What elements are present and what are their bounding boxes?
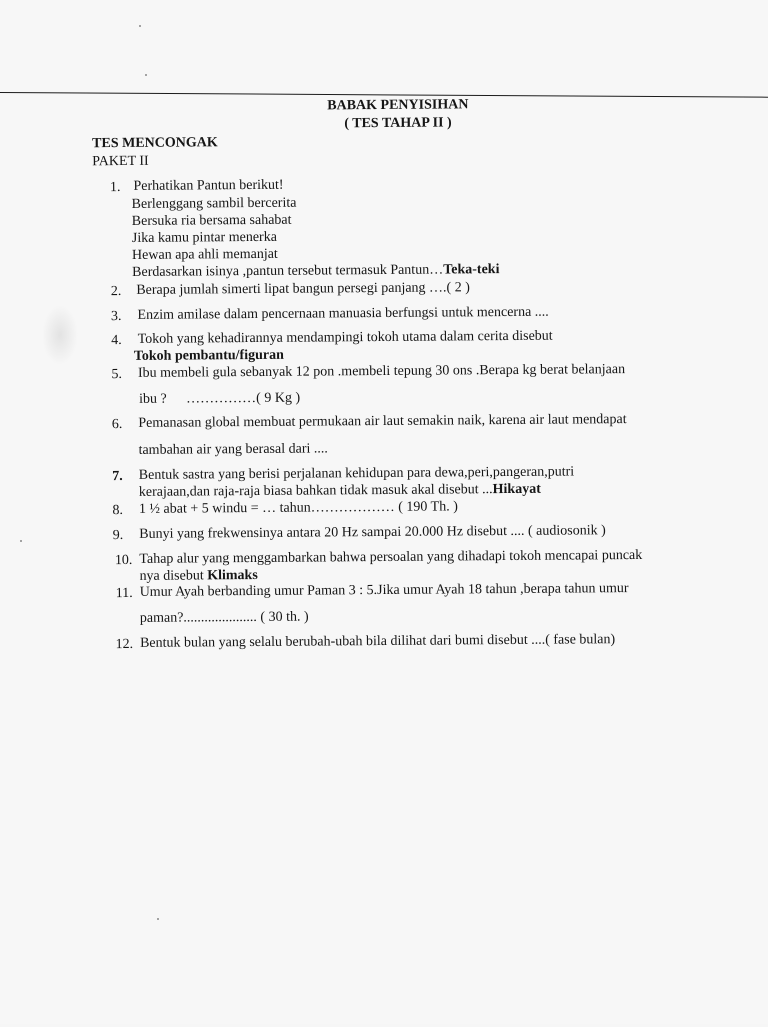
question-10-text: Tahap alur yang menggambarkan bahwa persoalan yang dihadapi tokoh mencapai puncak xyxy=(139,547,643,567)
question-number: 9. xyxy=(112,528,124,544)
question-1-answer: Teka-teki xyxy=(443,262,500,278)
pantun-line-3: Jika kamu pintar menerka xyxy=(131,229,277,246)
question-2-text: Berapa jumlah simerti lipat bangun persegi panjang ….( 2 ) xyxy=(136,280,470,298)
question-number: 3. xyxy=(110,309,122,325)
question-number: 6. xyxy=(111,417,123,433)
question-12-text: Bentuk bulan yang selalu berubah-ubah bila dilihat dari bumi disebut ....( fase bulan) xyxy=(140,632,616,651)
question-1-prompt: Berdasarkan isinya ,pantun tersebut termasuk Pantun… xyxy=(132,262,444,280)
question-number: 12. xyxy=(115,636,134,653)
question-6-text: Pemanasan global membuat permukaan air laut semakin naik, karena air laut mendapat xyxy=(138,412,627,431)
question-6-line-2: tambahan air yang berasal dari .... xyxy=(138,441,328,458)
question-11-text: Umur Ayah berbanding umur Paman 3 : 5.Jika umur Ayah 18 tahun ,berapa tahun umur xyxy=(139,581,629,600)
question-1-text: Perhatikan Pantun berikut! xyxy=(133,177,284,194)
question-7-text: Bentuk sastra yang berisi perjalanan kehidupan para dewa,peri,pangeran,putri xyxy=(138,464,575,483)
question-number: 1. xyxy=(109,180,121,196)
pantun-line-2: Bersuka ria bersama sahabat xyxy=(131,212,292,229)
question-3-text: Enzim amilase dalam pencernaan manuasia berfungsi untuk mencerna .... xyxy=(137,304,549,323)
question-4-answer: Tokoh pembantu/figuran xyxy=(133,347,284,364)
document-title: BABAK PENYISIHAN xyxy=(327,97,469,114)
question-number: 10. xyxy=(114,552,133,569)
question-1-last-line xyxy=(132,261,499,281)
question-number: 5. xyxy=(111,367,123,383)
question-7-line-2 xyxy=(139,481,541,501)
pantun-line-4: Hewan apa ahli memanjat xyxy=(131,246,278,263)
question-number: 11. xyxy=(115,585,133,602)
document-subtitle: ( TES TAHAP II ) xyxy=(344,115,452,132)
question-7-prompt: kerajaan,dan raja-raja biasa bahkan tidak masuk akal disebut ... xyxy=(138,482,493,500)
question-11-line-2: paman?..................... ( 30 th. ) xyxy=(139,609,309,626)
section-title: TES MENCONGAK xyxy=(92,135,218,152)
pantun-line-1: Berlenggang sambil bercerita xyxy=(131,195,297,212)
question-5-answer: ……………( 9 Kg ) xyxy=(186,390,301,407)
question-8-text: 1 ½ abat + 5 windu = … tahun……………… ( 190 Th. ) xyxy=(138,499,458,517)
question-number: 2. xyxy=(110,284,122,300)
question-10-answer: Klimaks xyxy=(207,567,258,584)
question-4-text: Tokoh yang kehadirannya mendampingi tokoh utama dalam cerita disebut xyxy=(137,328,553,347)
question-number: 8. xyxy=(112,503,124,519)
question-7-answer: Hikayat xyxy=(492,481,541,498)
question-9-text: Bunyi yang frekwensinya antara 20 Hz sampai 20.000 Hz disebut .... ( audiosonik ) xyxy=(139,523,606,542)
question-10-prompt: nya disebut xyxy=(139,568,208,584)
paket-label: PAKET II xyxy=(92,153,149,170)
question-5-line-2a: ibu ? xyxy=(139,391,167,407)
question-5-text: Ibu membeli gula sebanyak 12 pon .membeli tepung 30 ons .Berapa kg berat belanjaan xyxy=(137,362,626,381)
question-number: 4. xyxy=(111,333,122,349)
question-number: 7. xyxy=(112,469,123,485)
